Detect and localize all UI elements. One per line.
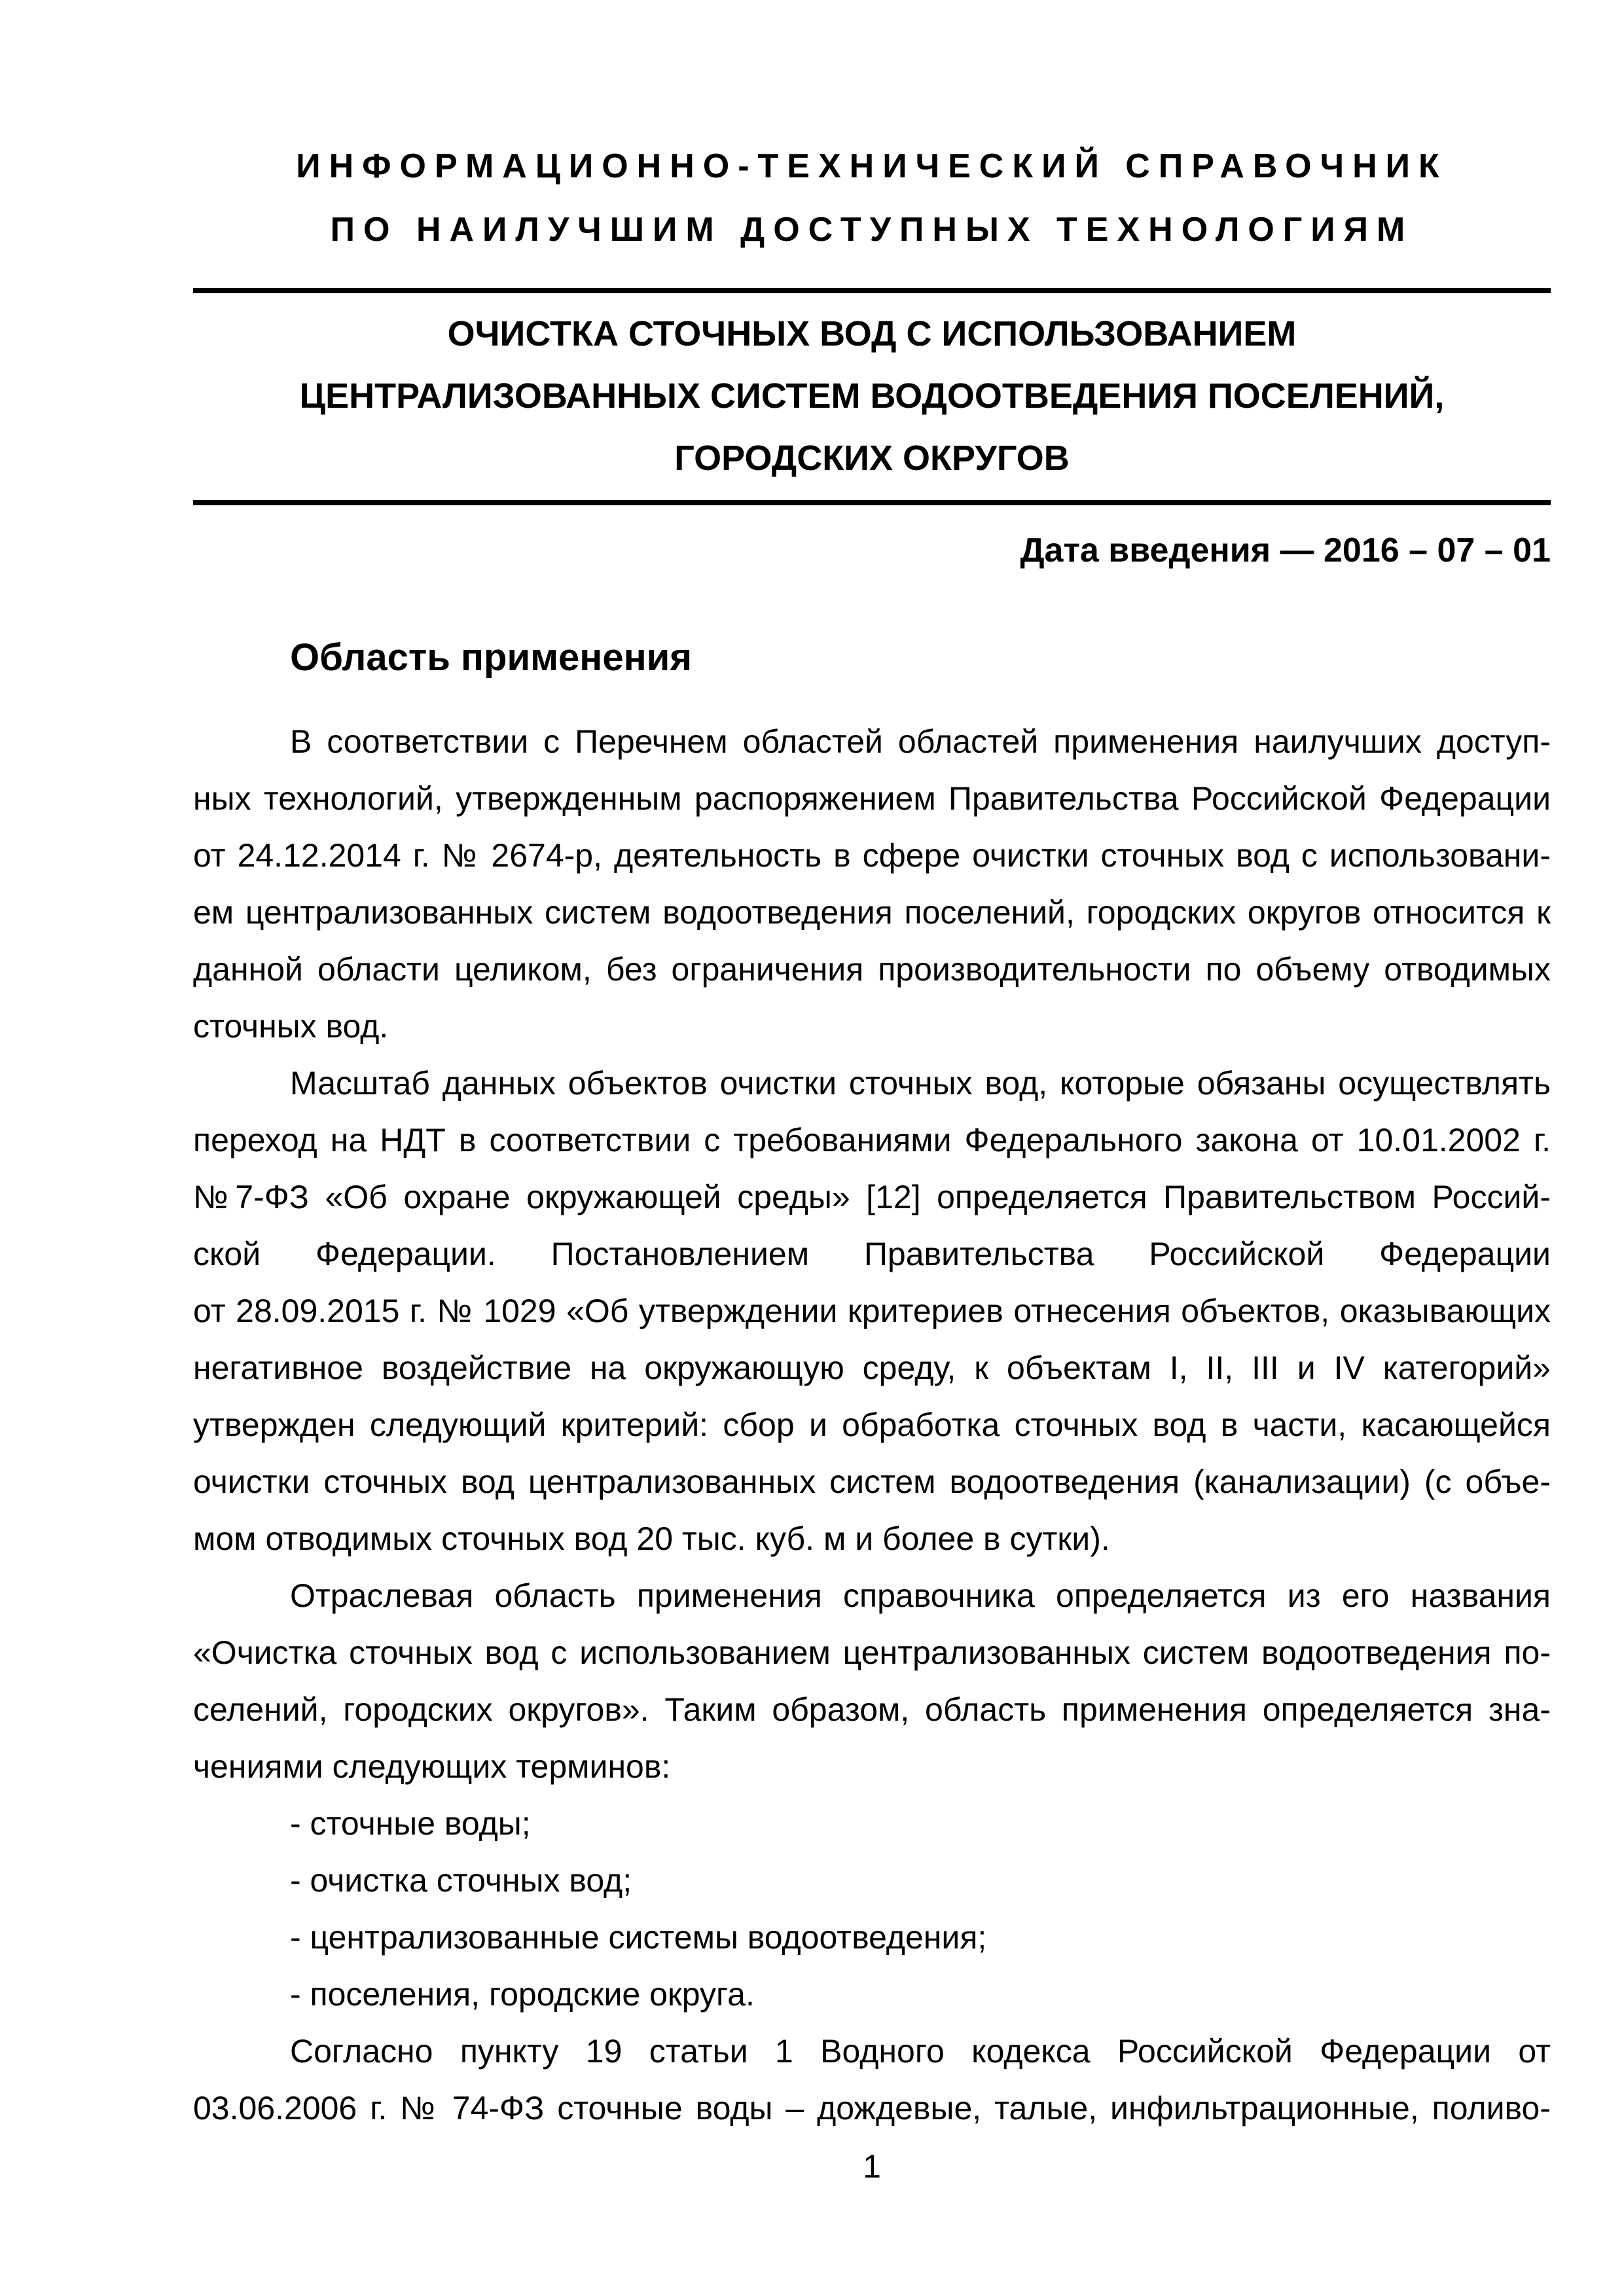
text-line: Согласно пункту 19 статьи 1 Водного кодекса Российской Федерации от xyxy=(290,2033,1551,2070)
paragraph xyxy=(193,2023,1551,2137)
doc-title-line1: ОЧИСТКА СТОЧНЫХ ВОД С ИСПОЛЬЗОВАНИЕМ xyxy=(447,314,1297,353)
effective-date: Дата введения — 2016 – 07 – 01 xyxy=(1020,531,1551,569)
text-line: «Очистка сточных вод с использованием централизованных систем водоотведения по- xyxy=(193,1634,1551,1671)
body-text xyxy=(193,713,1551,2137)
text-line: ем централизованных систем водоотведения поселений, городских округов относится к xyxy=(193,894,1551,931)
text-line: ской Федерации. Постановлением Правительства Российской Федерации xyxy=(193,1236,1551,1272)
text-line: Масштаб данных объектов очистки сточных вод, которые обязаны осуществлять xyxy=(290,1065,1551,1102)
doc-header-line1: ИНФОРМАЦИОННО-ТЕХНИЧЕСКИЙ СПРАВОЧНИК xyxy=(296,147,1448,185)
text-line: от 24.12.2014 г. № 2674-р, деятельность в сфере очистки сточных вод с использовани- xyxy=(193,837,1551,874)
text-line: данной области целиком, без ограничения производительности по объему отводимых xyxy=(193,951,1551,988)
text-line: чениями следующих терминов: xyxy=(193,1748,671,1785)
doc-title xyxy=(193,303,1551,490)
list-item: - очистка сточных вод; xyxy=(290,1862,632,1899)
doc-title-line2: ЦЕНТРАЛИЗОВАННЫХ СИСТЕМ ВОДООТВЕДЕНИЯ ПОСЕЛЕНИЙ, xyxy=(299,376,1445,416)
text-line: 03.06.2006 г. № 74-ФЗ сточные воды – дождевые, талые, инфильтрационные, поливо- xyxy=(193,2090,1551,2126)
paragraph xyxy=(193,1055,1551,1568)
divider-rule-top xyxy=(193,288,1551,293)
list-item: - централизованные системы водоотведения; xyxy=(290,1919,987,1956)
text-line: сточных вод. xyxy=(193,1008,389,1045)
text-line: селений, городских округов». Таким образом, область применения определяется зна- xyxy=(193,1691,1551,1728)
paragraph xyxy=(193,713,1551,1055)
text-line: мом отводимых сточных вод 20 тыс. куб. м и более в сутки). xyxy=(193,1520,1110,1557)
doc-title-line3: ГОРОДСКИХ ОКРУГОВ xyxy=(674,439,1070,478)
list-item: - поселения, городские округа. xyxy=(290,1976,755,2013)
text-line: Отраслевая область применения справочника определяется из его названия xyxy=(290,1577,1551,1614)
doc-header-line2: ПО НАИЛУЧШИМ ДОСТУПНЫХ ТЕХНОЛОГИЯМ xyxy=(330,211,1414,249)
page-number: 1 xyxy=(863,2148,881,2185)
text-line: от 28.09.2015 г. № 1029 «Об утверждении критериев отнесения объектов, оказывающих xyxy=(193,1293,1551,1329)
section-heading: Область применения xyxy=(290,636,693,679)
paragraph xyxy=(193,1568,1551,1795)
term-list xyxy=(193,1795,1551,2023)
doc-header xyxy=(193,135,1551,262)
text-line: переход на НДТ в соответствии с требованиями Федерального закона от 10.01.2002 г. xyxy=(193,1122,1551,1158)
text-line: ных технологий, утвержденным распоряжением Правительства Российской Федерации xyxy=(193,780,1551,817)
text-line: В соответствии с Перечнем областей областей применения наилучших доступ- xyxy=(290,723,1551,760)
text-line: №7-ФЗ «Об охране окружающей среды» [12] определяется Правительством Россий- xyxy=(193,1179,1551,1215)
divider-rule-bottom xyxy=(193,500,1551,505)
text-line: негативное воздействие на окружающую среду, к объектам I, II, III и IV категорий» xyxy=(193,1350,1551,1386)
text-line: утвержден следующий критерий: сбор и обработка сточных вод в части, касающейся xyxy=(193,1407,1551,1443)
list-item: - сточные воды; xyxy=(290,1805,531,1842)
text-line: очистки сточных вод централизованных систем водоотведения (канализации) (с объе- xyxy=(193,1463,1551,1500)
